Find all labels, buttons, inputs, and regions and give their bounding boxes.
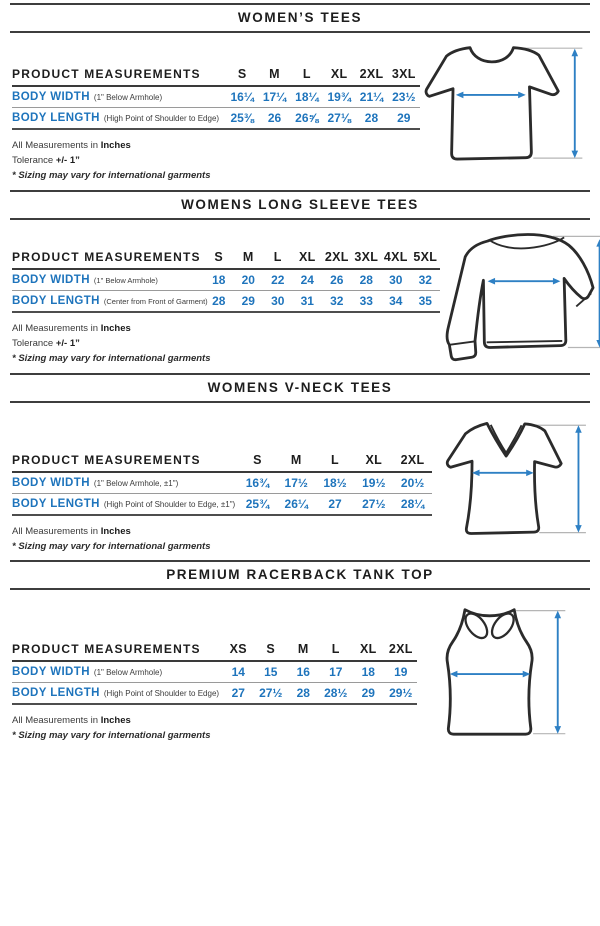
section-title-band bbox=[10, 190, 590, 220]
measurement-value: 26 bbox=[267, 111, 282, 125]
footnote-bold-text: Inches bbox=[100, 140, 131, 151]
measurement-table bbox=[12, 642, 417, 705]
measurement-value: 16 bbox=[296, 665, 310, 679]
measurement-value: 23½ bbox=[392, 90, 416, 104]
size-column-header: 2XL bbox=[400, 453, 425, 467]
measurement-label: BODY WIDTH bbox=[12, 91, 90, 103]
size-column-header: 4XL bbox=[383, 250, 408, 264]
measurement-row-label-cell bbox=[12, 498, 238, 510]
measurement-value: 30 bbox=[389, 273, 403, 287]
size-column-header: 3XL bbox=[391, 67, 416, 81]
product-measurements-label: PRODUCT MEASUREMENTS bbox=[12, 453, 201, 467]
measurement-value: 26 bbox=[330, 273, 344, 287]
product-measurements-label: PRODUCT MEASUREMENTS bbox=[12, 67, 201, 81]
footnotes bbox=[12, 713, 417, 743]
v-neck-tee-illustration bbox=[432, 415, 598, 555]
section-content bbox=[0, 590, 600, 751]
body-length-arrow bbox=[554, 611, 561, 734]
measurement-value: 16¾ bbox=[245, 476, 270, 490]
table-body bbox=[12, 473, 432, 516]
footnote-text: Tolerance bbox=[12, 155, 56, 166]
size-column-header: S bbox=[214, 250, 224, 264]
section-title-band bbox=[10, 3, 590, 33]
footnote-bold-text: Inches bbox=[100, 323, 131, 334]
measurement-value: 35 bbox=[418, 294, 432, 308]
long-sleeve-tee-illustration bbox=[440, 228, 600, 368]
measurement-value: 17 bbox=[329, 665, 343, 679]
table-body bbox=[12, 270, 440, 313]
size-column-header: XL bbox=[359, 642, 377, 656]
size-column-header: 3XL bbox=[354, 250, 379, 264]
footnote: * Sizing may vary for international garments bbox=[12, 353, 211, 364]
measurement-area bbox=[12, 590, 417, 743]
product-measurements-label: PRODUCT MEASUREMENTS bbox=[12, 250, 201, 264]
measurement-label: BODY LENGTH bbox=[12, 498, 100, 510]
footnote: * Sizing may vary for international garments bbox=[12, 730, 211, 741]
measurement-row bbox=[12, 473, 432, 494]
measurement-table bbox=[12, 67, 420, 130]
measurement-table bbox=[12, 453, 432, 516]
garment-illustration bbox=[420, 604, 588, 751]
footnote bbox=[12, 153, 420, 168]
footnote-bold-text: +/- 1” bbox=[55, 338, 80, 349]
measurement-value: 17½ bbox=[284, 476, 308, 490]
footnote-bold-text: Inches bbox=[100, 526, 131, 537]
measurement-value: 18¼ bbox=[295, 90, 319, 104]
measurement-value: 27⅛ bbox=[327, 111, 351, 125]
footnote bbox=[12, 713, 417, 728]
footnote: * Sizing may vary for international garments bbox=[12, 541, 211, 552]
footnote-text: All Measurements in bbox=[12, 715, 101, 726]
measurement-value: 22 bbox=[271, 273, 285, 287]
measurement-row-label-cell bbox=[12, 477, 238, 489]
measurement-row bbox=[12, 683, 417, 705]
measurement-value: 20½ bbox=[400, 476, 425, 490]
measurement-value: 34 bbox=[389, 294, 403, 308]
size-column-header: S bbox=[253, 453, 262, 467]
footnotes bbox=[12, 321, 440, 366]
garment-outline bbox=[426, 48, 558, 159]
measurement-value: 28 bbox=[212, 294, 226, 308]
size-column-header: S bbox=[266, 642, 276, 656]
measurement-value: 33 bbox=[359, 294, 373, 308]
measurement-value: 27½ bbox=[259, 686, 283, 700]
measurement-row-label-cell bbox=[12, 666, 222, 678]
measurement-value: 29 bbox=[397, 111, 411, 125]
size-column-header: XL bbox=[330, 67, 348, 81]
product-measurements-label: PRODUCT MEASUREMENTS bbox=[12, 642, 201, 656]
size-column-header: 2XL bbox=[324, 250, 349, 264]
measurement-value: 25⅜ bbox=[230, 111, 254, 125]
measurement-value: 28¼ bbox=[400, 497, 425, 511]
measurement-note: (1" Below Armhole) bbox=[93, 276, 158, 285]
measurement-value: 19¾ bbox=[327, 90, 351, 104]
measurement-value: 27 bbox=[231, 686, 245, 700]
measurement-value: 14 bbox=[231, 665, 245, 679]
section-content bbox=[0, 220, 600, 373]
size-column-header: 5XL bbox=[413, 250, 438, 264]
section-content bbox=[0, 403, 600, 560]
measurement-row bbox=[12, 662, 417, 683]
footnote bbox=[12, 321, 440, 336]
table-body bbox=[12, 87, 420, 130]
size-column-header: M bbox=[242, 250, 254, 264]
body-length-arrow bbox=[575, 425, 582, 532]
measurement-value: 21¼ bbox=[359, 90, 384, 104]
table-body bbox=[12, 662, 417, 705]
size-column-header: L bbox=[331, 453, 339, 467]
measurement-value: 24 bbox=[300, 273, 314, 287]
section-content bbox=[0, 33, 600, 186]
racerback-tank-illustration bbox=[420, 604, 580, 746]
size-chart-section bbox=[0, 3, 600, 186]
garment-illustration bbox=[432, 415, 600, 560]
size-column-header: L bbox=[331, 642, 340, 656]
measurement-area bbox=[12, 403, 432, 554]
measurement-value: 28 bbox=[364, 111, 379, 125]
measurement-row bbox=[12, 87, 420, 108]
measurement-row-label-cell bbox=[12, 687, 222, 699]
measurement-label: BODY LENGTH bbox=[12, 687, 100, 699]
footnotes bbox=[12, 524, 432, 554]
measurement-area bbox=[12, 33, 420, 183]
size-column-header: XS bbox=[229, 642, 247, 656]
measurement-row bbox=[12, 108, 420, 130]
measurement-value: 19 bbox=[394, 665, 408, 679]
footnote: * Sizing may vary for international garments bbox=[12, 170, 211, 181]
size-column-header: S bbox=[237, 67, 247, 81]
measurement-row-label-cell bbox=[12, 91, 226, 103]
footnote-text: All Measurements in bbox=[12, 526, 101, 537]
measurement-value: 26⅝ bbox=[295, 111, 319, 125]
garment-outline bbox=[447, 610, 532, 734]
measurement-value: 25¾ bbox=[245, 497, 270, 511]
footnote-text: All Measurements in bbox=[12, 323, 101, 334]
measurement-value: 32 bbox=[330, 294, 344, 308]
footnote-text: Tolerance bbox=[12, 338, 56, 349]
footnotes bbox=[12, 138, 420, 183]
table-header-row bbox=[12, 453, 432, 473]
footnote-bold-text: +/- 1” bbox=[55, 155, 80, 166]
footnote-text: All Measurements in bbox=[12, 140, 101, 151]
measurement-value: 32 bbox=[418, 273, 432, 287]
section-title-band bbox=[10, 560, 590, 590]
tee-illustration bbox=[420, 39, 588, 181]
size-column-header: M bbox=[290, 453, 302, 467]
measurement-value: 29 bbox=[241, 294, 255, 308]
section-title: WOMEN’S TEES bbox=[237, 10, 363, 25]
measurement-row bbox=[12, 494, 432, 516]
garment-outline bbox=[447, 423, 561, 533]
measurement-value: 18 bbox=[212, 273, 226, 287]
measurement-row-label-cell bbox=[12, 295, 208, 307]
table-header-row bbox=[12, 642, 417, 662]
measurement-value: 31 bbox=[300, 294, 314, 308]
footnote bbox=[12, 524, 432, 539]
measurement-note: (1" Below Armhole) bbox=[93, 668, 163, 677]
size-column-header: 2XL bbox=[388, 642, 413, 656]
measurement-note: (1" Below Armhole, ±1") bbox=[93, 479, 179, 488]
size-column-header: L bbox=[302, 67, 311, 81]
measurement-value: 28 bbox=[296, 686, 310, 700]
size-column-header: XL bbox=[365, 453, 383, 467]
measurement-value: 20 bbox=[241, 273, 255, 287]
measurement-value: 19½ bbox=[362, 476, 386, 490]
measurement-note: (High Point of Shoulder to Edge, ±1") bbox=[103, 500, 236, 509]
measurement-note: (Center from Front of Garment) bbox=[103, 297, 208, 306]
measurement-row-label-cell bbox=[12, 274, 204, 286]
measurement-value: 18 bbox=[361, 665, 375, 679]
measurement-value: 27½ bbox=[362, 497, 386, 511]
size-chart-section bbox=[0, 560, 600, 751]
measurement-note: (High Point of Shoulder to Edge) bbox=[103, 114, 220, 123]
measurement-label: BODY WIDTH bbox=[12, 666, 90, 678]
size-column-header: M bbox=[269, 67, 280, 81]
measurement-note: (High Point of Shoulder to Edge) bbox=[103, 689, 220, 698]
table-header-row bbox=[12, 67, 420, 87]
size-column-header: XL bbox=[298, 250, 316, 264]
body-length-arrow bbox=[571, 49, 578, 158]
footnote bbox=[12, 138, 420, 153]
measurement-note: (1" Below Armhole) bbox=[93, 93, 163, 102]
measurement-value: 17¼ bbox=[262, 90, 287, 104]
measurement-row-label-cell bbox=[12, 112, 226, 124]
measurement-value: 29½ bbox=[389, 686, 413, 700]
measurement-value: 28½ bbox=[324, 686, 348, 700]
footnote-bold-text: Inches bbox=[100, 715, 131, 726]
measurement-row bbox=[12, 270, 440, 291]
measurement-value: 18½ bbox=[323, 476, 347, 490]
measurement-label: BODY LENGTH bbox=[12, 112, 100, 124]
size-chart-section bbox=[0, 373, 600, 560]
garment-illustration bbox=[440, 228, 600, 373]
body-length-arrow bbox=[596, 239, 600, 347]
size-column-header: L bbox=[273, 250, 282, 264]
measurement-label: BODY WIDTH bbox=[12, 274, 90, 286]
measurement-value: 27 bbox=[328, 497, 342, 511]
section-title: WOMENS V-NECK TEES bbox=[207, 380, 393, 395]
footnote bbox=[12, 336, 440, 351]
measurement-value: 16¼ bbox=[230, 90, 254, 104]
garment-illustration bbox=[420, 39, 588, 186]
section-title: PREMIUM RACERBACK TANK TOP bbox=[166, 567, 434, 582]
section-title-band bbox=[10, 373, 590, 403]
size-column-header: 2XL bbox=[359, 67, 384, 81]
measurement-value: 28 bbox=[359, 273, 373, 287]
section-title: WOMENS LONG SLEEVE TEES bbox=[181, 197, 419, 212]
measurement-value: 30 bbox=[271, 294, 285, 308]
measurement-label: BODY LENGTH bbox=[12, 295, 100, 307]
measurement-value: 26¼ bbox=[284, 497, 308, 511]
measurement-row bbox=[12, 291, 440, 313]
measurement-area bbox=[12, 220, 440, 366]
measurement-value: 15 bbox=[264, 665, 278, 679]
size-chart-section bbox=[0, 190, 600, 373]
measurement-table bbox=[12, 250, 440, 313]
table-header-row bbox=[12, 250, 440, 270]
measurement-value: 29 bbox=[361, 686, 375, 700]
measurement-label: BODY WIDTH bbox=[12, 477, 90, 489]
size-column-header: M bbox=[297, 642, 309, 656]
